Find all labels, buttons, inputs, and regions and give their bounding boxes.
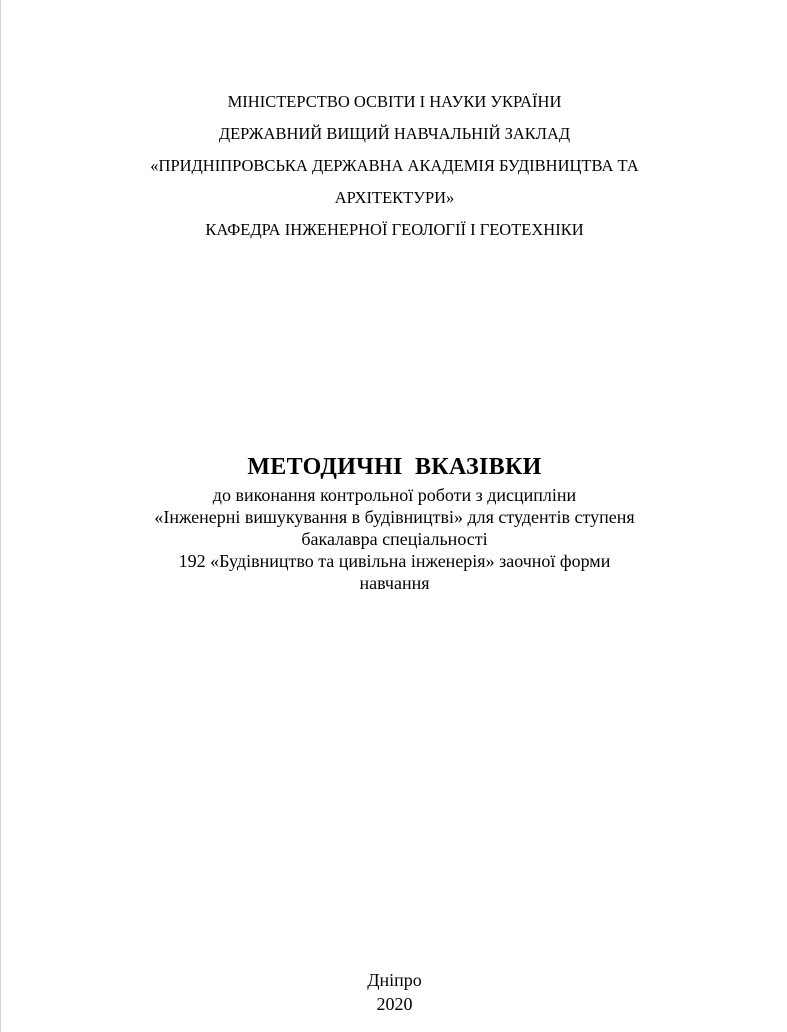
institution-header (1, 86, 787, 246)
subtitle-line-5: навчання (359, 573, 430, 593)
subtitle-line-3: бакалавра спеціальності (301, 529, 488, 549)
department-line: КАФЕДРА ІНЖЕНЕРНОЇ ГЕОЛОГІЇ І ГЕОТЕХНІКИ (205, 220, 584, 239)
city: Дніпро (367, 970, 422, 990)
publication-footer (1, 968, 787, 1016)
institution-type-line: ДЕРЖАВНИЙ ВИЩИЙ НАВЧАЛЬНІЙ ЗАКЛАД (218, 124, 571, 143)
subtitle-line-1: до виконання контрольної роботи з дисципліни (212, 485, 577, 505)
document-title: МЕТОДИЧНІ ВКАЗІВКИ (247, 454, 542, 480)
academy-name-line-2: АРХІТЕКТУРИ» (334, 188, 455, 207)
title-block (1, 450, 787, 594)
subtitle-line-2: «Інженерні вишукування в будівництві» для студентів ступеня (154, 507, 635, 527)
ministry-line: МІНІСТЕРСТВО ОСВІТИ І НАУКИ УКРАЇНИ (227, 92, 562, 111)
academy-name-line-1: «ПРИДНІПРОВСЬКА ДЕРЖАВНА АКАДЕМІЯ БУДІВНИЦТВА ТА (150, 156, 639, 175)
year: 2020 (376, 994, 413, 1014)
subtitle-line-4: 192 «Будівництво та цивільна інженерія» заочної форми (178, 551, 611, 571)
